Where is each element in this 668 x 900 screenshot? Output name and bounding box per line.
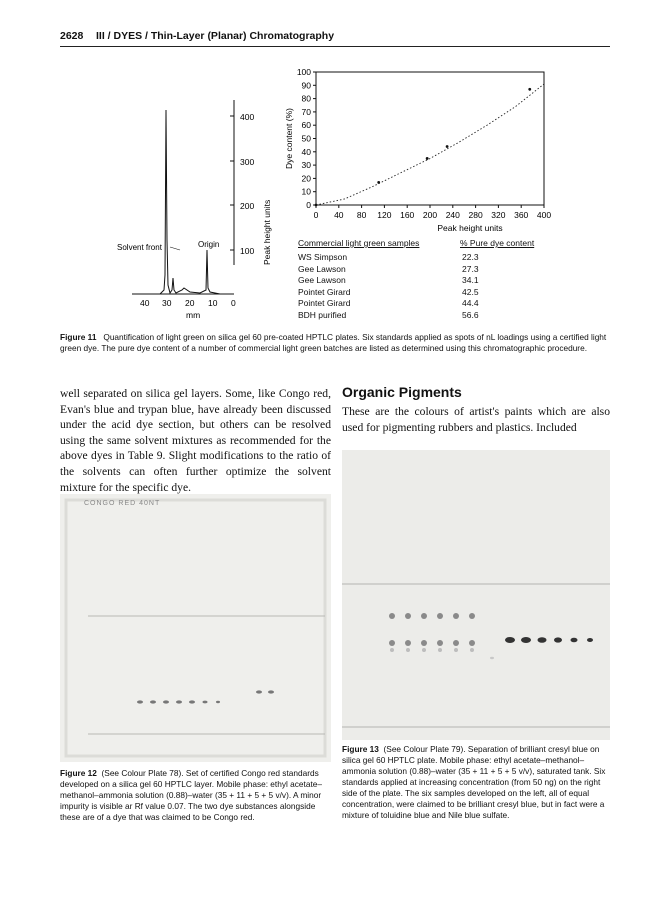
x-tick-label: 200 <box>422 210 438 220</box>
x-tick-label: 400 <box>536 210 552 220</box>
table-header-samples: Commercial light green samples <box>298 238 420 248</box>
pure-dye-value: 44.4 <box>462 298 479 308</box>
figure13-plate-photo <box>342 450 610 740</box>
sample-name: Gee Lawson <box>298 275 346 285</box>
table-row <box>298 264 560 276</box>
y-tick-label: 50 <box>301 133 311 144</box>
sample-name: Pointet Girard <box>298 298 351 308</box>
figure11-caption-text: Quantification of light green on silica gel 60 pre-coated HPTLC plates. Six standards applied as spots of nL loadings using a certified light green dye. The pure dye content of a number of commercial light green batches are listed as determined using this chromatographic procedure. <box>60 332 607 353</box>
x-tick-label: 160 <box>400 210 415 220</box>
scan-trace <box>132 110 234 294</box>
solvent-front-label: Solvent front <box>117 243 162 252</box>
y-tick-label: 70 <box>301 106 311 117</box>
calibration-chart <box>280 62 560 237</box>
running-header <box>60 30 610 46</box>
scan-x-tick: 0 <box>231 298 236 308</box>
x-tick-label: 280 <box>468 210 483 220</box>
figure11-label: Figure 11 <box>60 332 97 342</box>
scan-x-unit: mm <box>186 310 201 320</box>
sample-name: Gee Lawson <box>298 263 346 274</box>
table-row <box>298 275 560 287</box>
pure-dye-value: 42.5 <box>462 286 479 297</box>
data-point <box>446 145 449 148</box>
figure13-caption <box>342 744 610 821</box>
sample-name: Pointet Girard <box>298 286 351 297</box>
dye-content-table <box>298 238 560 321</box>
running-title: III / DYES / Thin-Layer (Planar) Chromatography <box>96 30 335 42</box>
data-point <box>377 181 380 184</box>
figure12-caption-text: (See Colour Plate 78). Set of certified Congo red standards developed on a silica gel 60 HPTLC layer. Mobile phase: ethyl acetate–methanol–ammonia solution (0.88)–water (35 + 11 + 5 + 5 v/v). A minor impurity is visible ar Rf value 0.07. The two dye substances alongside these are of a dye that was claimed to be Congo red. <box>60 768 322 822</box>
pure-dye-value: 22.3 <box>462 252 479 262</box>
scan-y-tick: 200 <box>240 201 255 211</box>
fit-curve <box>316 84 544 205</box>
left-column-text: well separated on silica gel layers. Some, like Congo red, Evan's blue and trypan blue, have already been discussed under the acid dye section, but others can be resolved using the same solvent mixtures as recommended for the above dyes in Table 9. Slight modifications to the ratio of the solvents can often further optimize the solvent mixture for the specific dye. <box>60 387 331 494</box>
y-tick-label: 30 <box>301 160 311 171</box>
y-tick-label: 10 <box>301 186 311 197</box>
scan-x-tick: 10 <box>208 298 218 308</box>
scan-y-tick: 100 <box>240 246 255 256</box>
y-tick-label: 90 <box>301 80 311 91</box>
pure-dye-value: 27.3 <box>462 263 479 274</box>
scan-x-tick: 20 <box>185 298 195 308</box>
data-point <box>528 88 531 91</box>
header-rule <box>60 46 610 47</box>
page-number: 2628 <box>60 30 84 42</box>
y-tick-label: 100 <box>296 67 311 77</box>
figure11-caption <box>60 332 610 354</box>
plot-frame <box>316 72 544 205</box>
y-tick-label: 80 <box>301 93 311 104</box>
table-row <box>298 310 560 322</box>
data-point <box>315 204 318 207</box>
plate-label: CONGO RED 40NT <box>84 500 161 507</box>
x-tick-label: 40 <box>334 210 344 220</box>
x-tick-label: 120 <box>377 210 392 220</box>
y-axis-label: Dye content (%) <box>284 108 294 169</box>
sample-name: BDH purified <box>298 309 347 320</box>
x-tick-label: 0 <box>313 210 319 220</box>
figure12-caption <box>60 768 331 823</box>
table-header-content: % Pure dye content <box>460 238 535 248</box>
section-heading: Organic Pigments <box>342 384 462 400</box>
scan-y-tick: 400 <box>240 112 255 122</box>
x-tick-label: 240 <box>445 210 460 220</box>
figure13-caption-text: (See Colour Plate 79). Separation of brilliant cresyl blue on silica gel 60 HPTLC plate. Mobile phase: ethyl acetate–methanol–ammonia solution (0.88)–water (35 + 11 + 5 + 5 v/v), saturated tank. Six standards applied at increasing concentration (from 50 ng) on the right side of the plate. The six samples developed on the left, all of equal concentration, were claimed to be brilliant cresyl blue, but in fact were a mixture of toluidine blue and Nile blue sulfate. <box>342 744 606 820</box>
table-row <box>298 298 560 310</box>
y-tick-label: 40 <box>301 146 311 157</box>
origin-label: Origin <box>198 240 220 249</box>
pure-dye-value: 56.6 <box>462 309 479 320</box>
figure12-plate-photo <box>60 494 331 762</box>
x-tick-label: 80 <box>356 210 367 220</box>
scan-x-tick: 30 <box>162 298 172 308</box>
figure12-label: Figure 12 <box>60 768 97 778</box>
table-row <box>298 252 560 264</box>
pure-dye-value: 34.1 <box>462 275 479 285</box>
scan-y-tick: 300 <box>240 157 255 167</box>
scan-x-ticks <box>140 298 236 308</box>
y-tick-label: 60 <box>301 120 311 131</box>
table-row <box>298 287 560 299</box>
scan-y-label: Peak height units <box>262 199 272 265</box>
scan-x-tick: 40 <box>140 298 150 308</box>
data-point <box>426 157 429 160</box>
sample-name: WS Simpson <box>298 252 348 262</box>
y-tick-label: 20 <box>301 173 311 184</box>
x-tick-label: 320 <box>491 210 506 220</box>
x-tick-label: 360 <box>514 210 529 220</box>
y-tick-label: 0 <box>306 200 311 210</box>
right-column-text: These are the colours of artist's paints which are also used for pigmenting rubbers and plastics. Included <box>342 405 610 434</box>
x-axis-label: Peak height units <box>437 223 503 233</box>
figure13-label: Figure 13 <box>342 744 379 754</box>
densitometer-scan <box>110 90 272 330</box>
